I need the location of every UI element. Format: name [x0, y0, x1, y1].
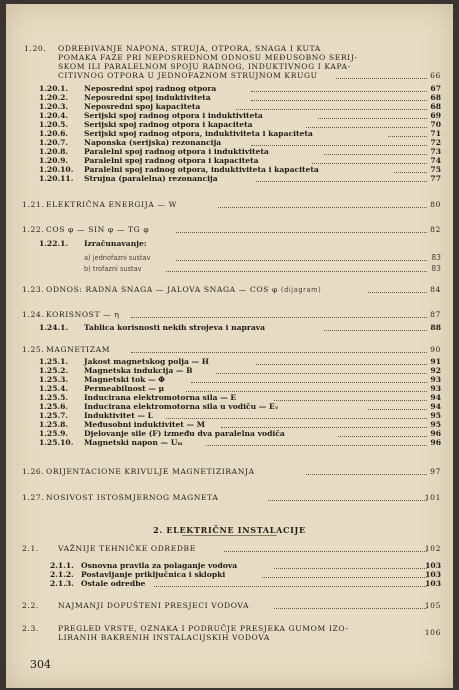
entry-title: Paralelni spoj radnog otpora i induktiviteta [84, 147, 269, 156]
page-number: 304 [30, 658, 51, 671]
page-ref: 95 [430, 420, 441, 429]
entry-title: Paralelni spoj radnog otpora i kapaciteta [84, 156, 259, 165]
page-ref: 90 [430, 345, 441, 354]
page-ref: 106 [424, 628, 441, 637]
entry-title: Serijski spoj radnog otpora, induktiviteta i kapaciteta [84, 129, 313, 138]
entry-title: Izračunavanje: [84, 239, 147, 248]
entry-title: Međusobni induktivitet — M [84, 420, 206, 429]
page-ref: 80 [430, 200, 441, 209]
leader-dots [268, 500, 427, 501]
entry-number: 1.22. [22, 225, 45, 234]
chapter-heading: 2. ELEKTRIČNE INSTALACIJE [153, 525, 306, 535]
leader-dots [388, 136, 427, 137]
entry-title: Neposredni spoj radnog otpora [84, 84, 217, 93]
entry-number: 1.22.1. [39, 239, 69, 248]
entry-number: 2.3. [22, 624, 39, 633]
leader-dots [236, 109, 427, 110]
page-ref: 96 [430, 438, 441, 447]
entry-number: 1.25. [22, 345, 45, 354]
page-ref: 68 [430, 102, 441, 111]
entry-number: 1.20.1. [39, 84, 69, 93]
entry-title-line: LIRANIH BAKRENIH INSTALACIJSKIH VODOVA [58, 633, 270, 642]
page-ref: 91 [430, 357, 441, 366]
entry-title: Jakost magnetskog polja — H [84, 357, 209, 366]
page-ref: 72 [430, 138, 441, 147]
page-ref: 93 [430, 384, 441, 393]
heading-underline [182, 535, 277, 536]
leader-dots [306, 127, 427, 128]
entry-title: a) jednofazni sustav [84, 254, 151, 262]
leader-dots [256, 364, 427, 365]
entry-number: 1.25.4. [39, 384, 69, 393]
entry-number: 1.25.1. [39, 357, 69, 366]
entry-number: 1.26. [22, 467, 45, 476]
page-ref: 87 [430, 310, 441, 319]
page-ref: 67 [430, 84, 441, 93]
leader-dots [336, 78, 427, 79]
leader-dots [312, 163, 427, 164]
leader-dots [131, 317, 427, 318]
page-ref: 94 [430, 393, 441, 402]
leader-dots [251, 145, 427, 146]
entry-title: ORIJENTACIONE KRIVULJE MAGNETIZIRANJA [46, 467, 255, 476]
entry-title: MAGNETIZAM [46, 345, 111, 354]
page-ref: 94 [430, 402, 441, 411]
page-ref: 75 [430, 165, 441, 174]
leader-dots [166, 271, 427, 272]
entry-title: KORISNOST — η [46, 310, 120, 319]
entry-title: Magnetska indukcija — B [84, 366, 193, 375]
entry-number: 1.25.5. [39, 393, 69, 402]
entry-title [46, 286, 321, 294]
entry-number: 2.1.3. [50, 579, 74, 588]
entry-number: 1.20.2. [39, 93, 69, 102]
leader-dots [186, 391, 427, 392]
page-ref: 83 [431, 253, 441, 262]
entry-number: 1.20.9. [39, 156, 69, 165]
entry-number: 1.20.10. [39, 165, 74, 174]
leader-dots [274, 608, 427, 609]
entry-title: COS φ — SIN φ — TG φ [46, 225, 150, 234]
leader-dots [274, 568, 427, 569]
page-ref: 88 [430, 323, 441, 332]
page-ref: 70 [430, 120, 441, 129]
entry-title: Ostale odredbe [81, 579, 146, 588]
entry-number: 1.20.4. [39, 111, 69, 120]
entry-title: Strujna (paralelna) rezonancija [84, 174, 218, 183]
leader-dots [324, 154, 427, 155]
leader-dots [206, 445, 427, 446]
entry-number: 1.25.3. [39, 375, 69, 384]
entry-title: Induktivitet — L [84, 411, 153, 420]
page-ref: 103 [425, 579, 441, 588]
page-ref: 95 [430, 411, 441, 420]
page-ref: 103 [425, 570, 441, 579]
page-ref: 93 [430, 375, 441, 384]
entry-number: 1.25.2. [39, 366, 69, 375]
entry-title: Tablica korisnosti nekih strojeva i naprava [84, 323, 266, 332]
page-ref: 82 [430, 225, 441, 234]
entry-number: 1.27. [22, 493, 45, 502]
leader-dots [176, 232, 427, 233]
page-ref: 84 [430, 285, 441, 294]
leader-dots [256, 181, 427, 182]
leader-dots [274, 400, 427, 401]
entry-number: 1.20.5. [39, 120, 69, 129]
entry-number: 1.20.11. [39, 174, 74, 183]
entry-number: 1.24.1. [39, 323, 69, 332]
leader-dots [306, 474, 427, 475]
entry-title-line: SKOM ILI PARALELNOM SPOJU RADNOG, INDUKTIVNOG I KAPA- [58, 62, 351, 71]
entry-title: Magnetski tok — Φ [84, 375, 165, 384]
entry-title-line: CITIVNOG OTPORA U JEDNOFAZNOM STRUJNOM KRUGU [58, 71, 318, 80]
entry-number: 1.25.8. [39, 420, 69, 429]
entry-title: ELEKTRIČNA ENERGIJA — W [46, 200, 178, 209]
entry-number: 1.20. [24, 44, 47, 53]
entry-title: Neposredni spoj induktiviteta [84, 93, 211, 102]
entry-number: 1.25.10. [39, 438, 74, 447]
entry-number: 1.21. [22, 200, 45, 209]
leader-dots [224, 551, 427, 552]
entry-number: 1.25.7. [39, 411, 69, 420]
entry-title: Permeabilnost — μ [84, 384, 165, 393]
entry-title: VAŽNIJE TEHNIČKE ODREDBE [58, 544, 196, 553]
page-ref: 73 [430, 147, 441, 156]
entry-title: Inducirana elektromotorna sila u vodiču — Eᵥ [84, 402, 279, 411]
page-ref: 71 [430, 129, 441, 138]
entry-title: Djelovanje sile (F) između dva paralelna vodiča [84, 429, 285, 438]
page-ref: 101 [424, 493, 441, 502]
page-ref: 77 [430, 174, 441, 183]
leader-dots [262, 577, 427, 578]
leader-dots [216, 373, 427, 374]
entry-number: 1.25.9. [39, 429, 69, 438]
entry-title: b) trofazni sustav [84, 265, 142, 273]
leader-dots [131, 352, 427, 353]
entry-number: 2.2. [22, 601, 39, 610]
entry-title: Paralelni spoj radnog otpora, induktiviteta i kapaciteta [84, 165, 319, 174]
leader-dots [368, 292, 427, 293]
entry-title-line: PREGLED VRSTE, OZNAKA I PODRUČJE PRESJEKA GUMOM IZO- [58, 624, 349, 633]
entry-title: Magnetski napon — Uₘ [84, 438, 183, 447]
entry-title: Neposredni spoj kapaciteta [84, 102, 201, 111]
leader-dots [338, 436, 427, 437]
entry-title: NOSIVOST ISTOSMJERNOG MAGNETA [46, 493, 219, 502]
leader-dots [251, 91, 427, 92]
entry-number: 1.25.6. [39, 402, 69, 411]
leader-dots [221, 427, 427, 428]
page-ref: 102 [424, 544, 441, 553]
entry-number: 1.20.3. [39, 102, 69, 111]
page-ref: 92 [430, 366, 441, 375]
entry-title: Postavljanje priključnica i sklopki [81, 570, 226, 579]
leader-dots [318, 118, 427, 119]
entry-title: NAJMANJI DOPUŠTENI PRESJECI VODOVA [58, 601, 250, 610]
leader-dots [166, 418, 427, 419]
entry-title: Inducirana elektromotorna sila — E [84, 393, 237, 402]
entry-title-line: ODREĐIVANJE NAPONA, STRUJA, OTPORA, SNAGA I KUTA [58, 44, 321, 53]
page-ref: 74 [430, 156, 441, 165]
leader-dots [394, 172, 427, 173]
page-ref: 105 [424, 601, 441, 610]
entry-title-suffix: (dijagram) [280, 286, 322, 294]
entry-number: 1.23. [22, 285, 45, 294]
entry-number: 2.1.1. [50, 561, 74, 570]
page-ref: 103 [425, 561, 441, 570]
leader-dots [324, 330, 427, 331]
book-page [6, 4, 453, 688]
page-ref: 66 [430, 71, 441, 80]
leader-dots [368, 409, 427, 410]
entry-title-text: ODNOS: RADNA SNAGA — JALOVA SNAGA — COS φ [46, 285, 278, 294]
entry-number: 2.1.2. [50, 570, 74, 579]
leader-dots [191, 382, 427, 383]
entry-title: Naponska (serijska) rezonancija [84, 138, 222, 147]
page-ref: 83 [431, 264, 441, 273]
entry-title: Serijski spoj radnog otpora i kapaciteta [84, 120, 253, 129]
entry-title: Serijski spoj radnog otpora i induktiviteta [84, 111, 263, 120]
entry-number: 1.20.6. [39, 129, 69, 138]
page-ref: 68 [430, 93, 441, 102]
entry-number: 1.20.7. [39, 138, 69, 147]
page-ref: 97 [430, 467, 441, 476]
entry-number: 1.20.8. [39, 147, 69, 156]
entry-number: 1.24. [22, 310, 45, 319]
page-ref: 96 [430, 429, 441, 438]
entry-title: Osnovna pravila za polaganje vodova [81, 561, 238, 570]
entry-title-line: POMAKA FAZE PRI NEPOSREDNOM ODNOSU MEĐUSOBNO SERIJ- [58, 53, 358, 62]
leader-dots [251, 100, 427, 101]
leader-dots [218, 207, 427, 208]
leader-dots [176, 260, 427, 261]
leader-dots [154, 586, 427, 587]
page-ref: 69 [430, 111, 441, 120]
entry-number: 2.1. [22, 544, 39, 553]
